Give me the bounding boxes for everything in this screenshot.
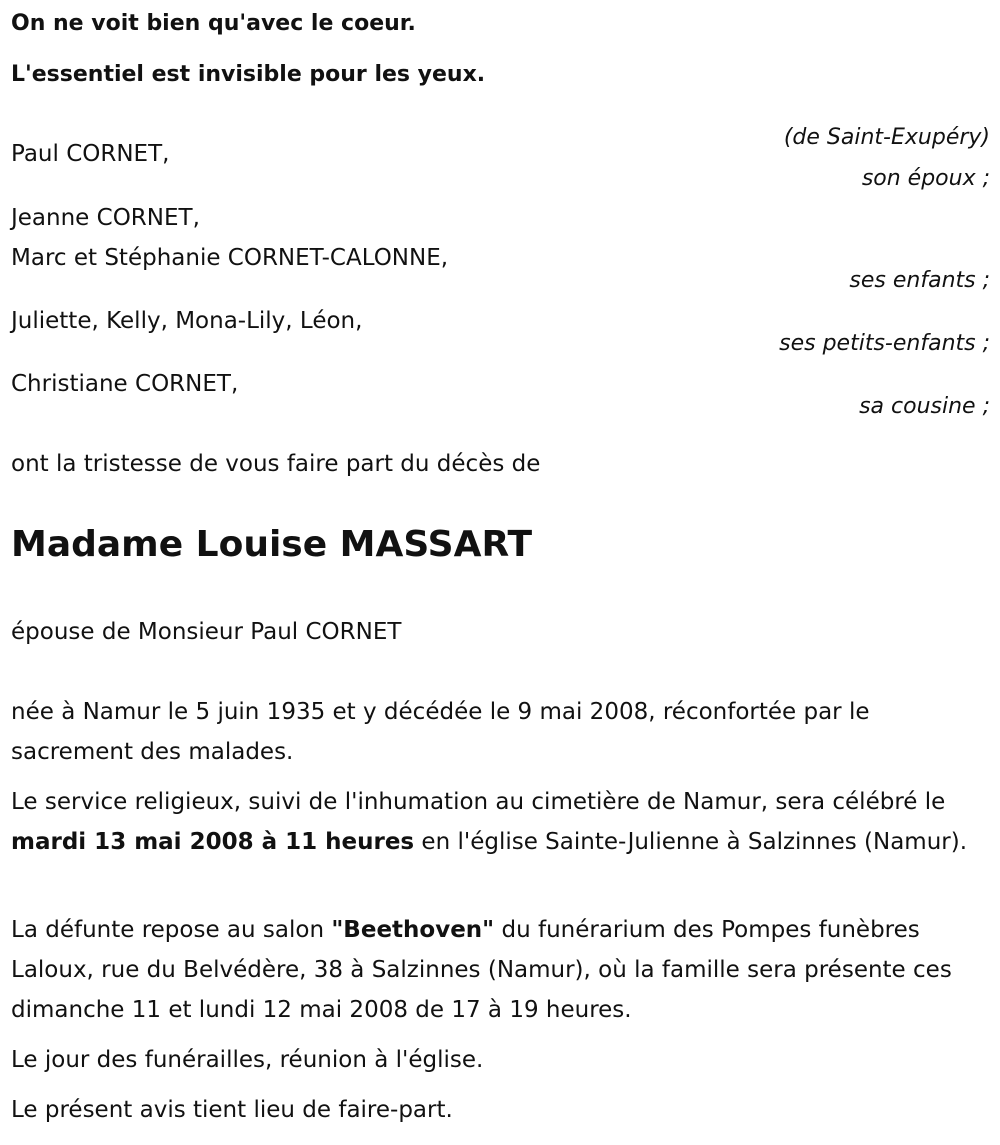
quote-author: (de Saint-Exupéry) bbox=[783, 125, 990, 150]
family-name: Marc et Stéphanie CORNET-CALONNE, bbox=[11, 245, 449, 271]
gathering-line: Le jour des funérailles, réunion à l'église. bbox=[11, 1047, 484, 1073]
service-paragraph bbox=[11, 782, 986, 862]
birth-death-paragraph: née à Namur le 5 juin 1935 et y décédée le 9 mai 2008, réconfortée par le sacrement des malades. bbox=[11, 699, 870, 765]
deceased-name: Madame Louise MASSART bbox=[11, 524, 533, 565]
viewing-paragraph bbox=[11, 910, 986, 1030]
family-relation: sa cousine ; bbox=[859, 394, 990, 419]
family-name: Juliette, Kelly, Mona-Lily, Léon, bbox=[11, 308, 363, 334]
viewing-text: La défunte repose au salon bbox=[11, 917, 332, 943]
family-name: Jeanne CORNET, bbox=[11, 205, 200, 231]
salon-name: "Beethoven" bbox=[331, 917, 495, 943]
announcement-text: ont la tristesse de vous faire part du décès de bbox=[11, 451, 541, 477]
viewing-text-end: du funérarium des Pompes funèbres Laloux, rue du Belvédère, 38 à Salzinnes (Namur), où la famille sera présente ces dimanche 11 et lundi 12 mai 2008 de 17 à 19 heures. bbox=[11, 917, 952, 1023]
notice-line: Le présent avis tient lieu de faire-part. bbox=[11, 1097, 453, 1123]
service-date: mardi 13 mai 2008 à 11 heures bbox=[11, 829, 415, 855]
service-text-end: en l'église Sainte-Julienne à Salzinnes (Namur). bbox=[414, 829, 968, 855]
spouse-line: épouse de Monsieur Paul CORNET bbox=[11, 619, 402, 645]
quote-line-2: L'essentiel est invisible pour les yeux. bbox=[11, 62, 486, 87]
family-relation: ses enfants ; bbox=[849, 268, 990, 293]
family-relation: son époux ; bbox=[861, 166, 990, 191]
family-name: Christiane CORNET, bbox=[11, 371, 239, 397]
service-text: Le service religieux, suivi de l'inhumation au cimetière de Namur, sera célébré le bbox=[11, 789, 946, 815]
family-relation: ses petits-enfants ; bbox=[779, 331, 990, 356]
family-name: Paul CORNET, bbox=[11, 141, 170, 167]
quote-line-1: On ne voit bien qu'avec le coeur. bbox=[11, 11, 416, 36]
